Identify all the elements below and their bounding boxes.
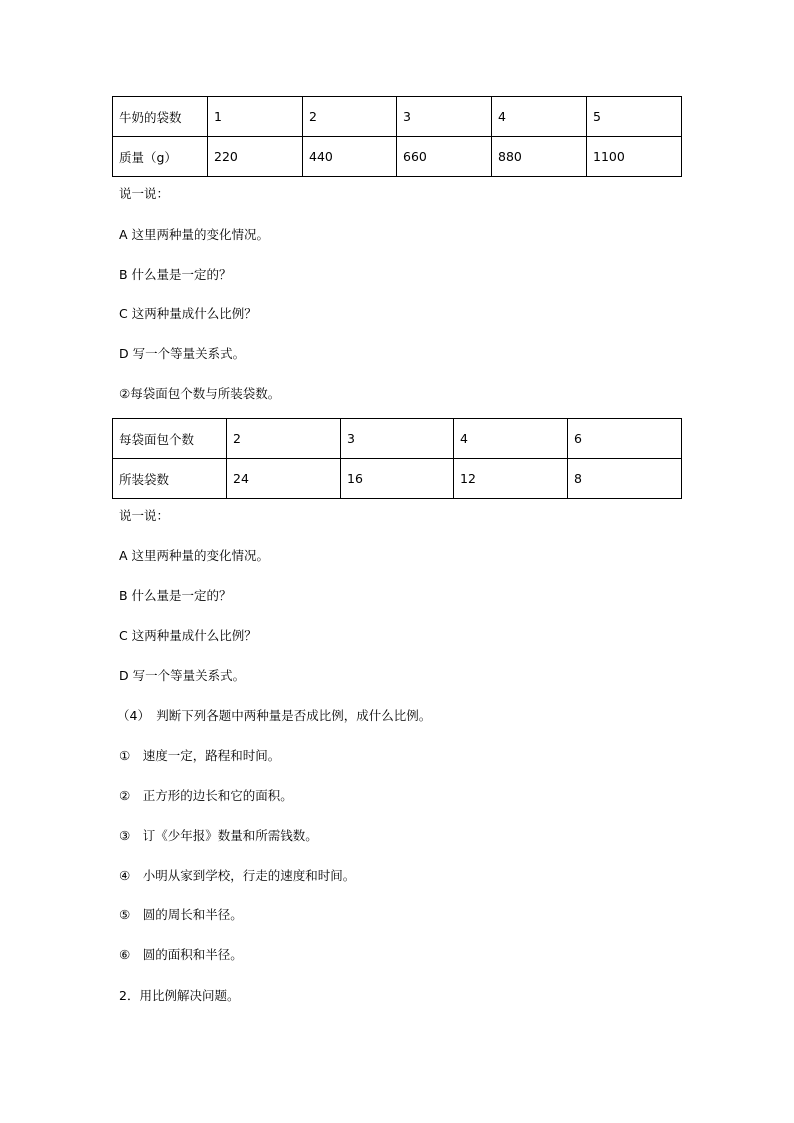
question-4-title: （4） 判断下列各题中两种量是否成比例，成什么比例。 <box>117 708 432 723</box>
bread-bags-table <box>112 418 682 499</box>
table-cell: 8 <box>568 459 682 499</box>
table-cell: 24 <box>227 459 341 499</box>
list-item: ③ 订《少年报》数量和所需钱数。 <box>119 828 318 843</box>
question-a: A 这里两种量的变化情况。 <box>119 227 270 242</box>
list-item: ⑥ 圆的面积和半径。 <box>119 947 243 962</box>
question-c: C 这两种量成什么比例？ <box>119 628 257 643</box>
row-header: 牛奶的袋数 <box>113 97 208 137</box>
table-cell: 440 <box>303 137 397 177</box>
question-b: B 什么量是一定的？ <box>119 588 232 603</box>
list-item: ⑤ 圆的周长和半径。 <box>119 907 243 922</box>
table-cell: 16 <box>341 459 454 499</box>
table-cell: 5 <box>587 97 682 137</box>
question-a: A 这里两种量的变化情况。 <box>119 548 270 563</box>
table-row <box>113 419 682 459</box>
table-cell: 1100 <box>587 137 682 177</box>
table-cell: 880 <box>492 137 587 177</box>
question-c: C 这两种量成什么比例？ <box>119 306 257 321</box>
say-label: 说一说： <box>119 186 170 201</box>
table-cell: 3 <box>397 97 492 137</box>
question-d: D 写一个等量关系式。 <box>119 668 246 683</box>
table-row <box>113 137 682 177</box>
table-cell: 12 <box>454 459 568 499</box>
table-cell: 4 <box>454 419 568 459</box>
list-item: ④ 小明从家到学校，行走的速度和时间。 <box>119 868 356 883</box>
row-header: 每袋面包个数 <box>113 419 227 459</box>
table-cell: 660 <box>397 137 492 177</box>
table-cell: 220 <box>208 137 303 177</box>
say-label: 说一说： <box>119 508 170 523</box>
table-cell: 2 <box>227 419 341 459</box>
table-cell: 3 <box>341 419 454 459</box>
part-2-title: 2．用比例解决问题。 <box>119 988 240 1003</box>
table-row <box>113 459 682 499</box>
milk-bags-table <box>112 96 682 177</box>
question-b: B 什么量是一定的？ <box>119 267 232 282</box>
table-row <box>113 97 682 137</box>
row-header: 质量（g） <box>113 137 208 177</box>
item-2-title: ②每袋面包个数与所装袋数。 <box>119 386 281 401</box>
question-d: D 写一个等量关系式。 <box>119 346 246 361</box>
list-item: ① 速度一定，路程和时间。 <box>119 748 281 763</box>
table-cell: 6 <box>568 419 682 459</box>
table-cell: 4 <box>492 97 587 137</box>
table-cell: 1 <box>208 97 303 137</box>
list-item: ② 正方形的边长和它的面积。 <box>119 788 293 803</box>
table-cell: 2 <box>303 97 397 137</box>
row-header: 所装袋数 <box>113 459 227 499</box>
